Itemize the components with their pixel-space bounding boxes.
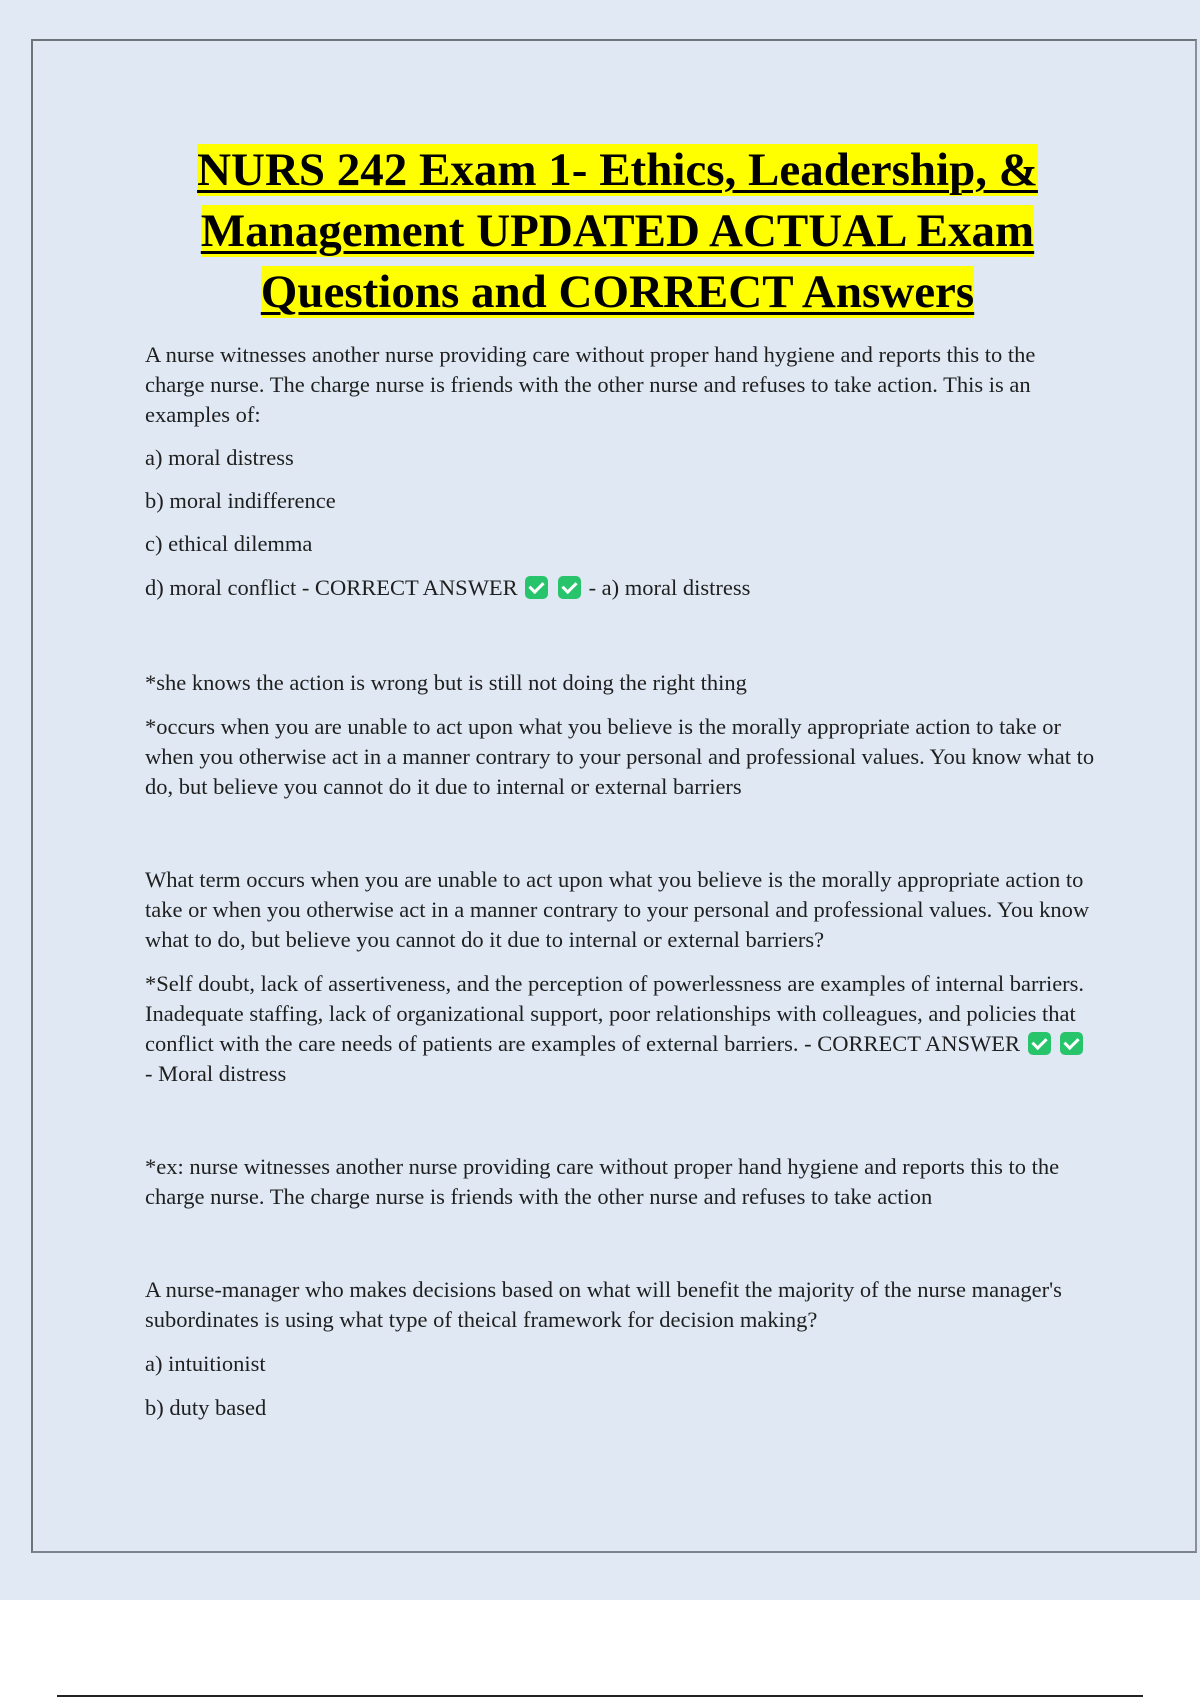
question-3-option-b: b) duty based — [145, 1395, 267, 1420]
answer-text: - Moral distress — [145, 1061, 287, 1086]
check-box-icon — [558, 576, 581, 599]
question-1-note-2: *occurs when you are unable to act upon what you believe is the morally appropriate action to take or when you otherwise act in a manner contrary to your personal and professional values. You know what to do, but believe you cannot do it due to internal or external barriers — [145, 714, 1095, 799]
question-1-option-d-answer — [145, 573, 1095, 603]
document-title — [140, 140, 1095, 323]
check-box-icon — [1028, 1032, 1051, 1055]
correct-answer-label: CORRECT ANSWER — [817, 1031, 1020, 1056]
question-2-detail-text: *Self doubt, lack of assertiveness, and the perception of powerlessness are examples of internal barriers. Inadequate staffing, lack of organizational support, poor relationships with colleagues, and policies that conflict with the care needs of patients are examples of external barriers. - — [145, 971, 1085, 1056]
question-2-example: *ex: nurse witnesses another nurse providing care without proper hand hygiene and reports this to the charge nurse. The charge nurse is friends with the other nurse and refuses to take action — [145, 1154, 1060, 1209]
question-2-text: What term occurs when you are unable to act upon what you believe is the morally appropriate action to take or when you otherwise act in a manner contrary to your personal and professional values. You know what to do, but believe you cannot do it due to internal or external barriers? — [145, 867, 1090, 952]
question-1-option-c: c) ethical dilemma — [145, 531, 313, 556]
check-box-icon — [525, 576, 548, 599]
title-line-1: NURS 242 Exam 1- Ethics, Leadership, & — [197, 144, 1038, 196]
document-body — [145, 340, 1095, 1423]
option-d-text: d) moral conflict - CORRECT ANSWER — [145, 575, 518, 600]
question-1-option-a: a) moral distress — [145, 445, 294, 470]
question-1-text: A nurse witnesses another nurse providing care without proper hand hygiene and reports this to the charge nurse. The charge nurse is friends with the other nurse and refuses to take action. This is an examples of: — [145, 342, 1036, 427]
question-1-option-b: b) moral indifference — [145, 488, 336, 513]
question-2-detail — [145, 969, 1095, 1089]
check-box-icon — [1060, 1032, 1083, 1055]
question-3-text: A nurse-manager who makes decisions based on what will benefit the majority of the nurse manager's subordinates is using what type of theical framework for decision making? — [145, 1277, 1062, 1332]
question-1-note-1: *she knows the action is wrong but is still not doing the right thing — [145, 670, 747, 695]
footer-divider — [57, 1695, 1143, 1697]
question-3-option-a: a) intuitionist — [145, 1351, 266, 1376]
title-line-3: Questions and CORRECT Answers — [260, 266, 975, 318]
answer-text: - a) moral distress — [588, 575, 751, 600]
title-line-2: Management UPDATED ACTUAL Exam — [200, 205, 1035, 257]
